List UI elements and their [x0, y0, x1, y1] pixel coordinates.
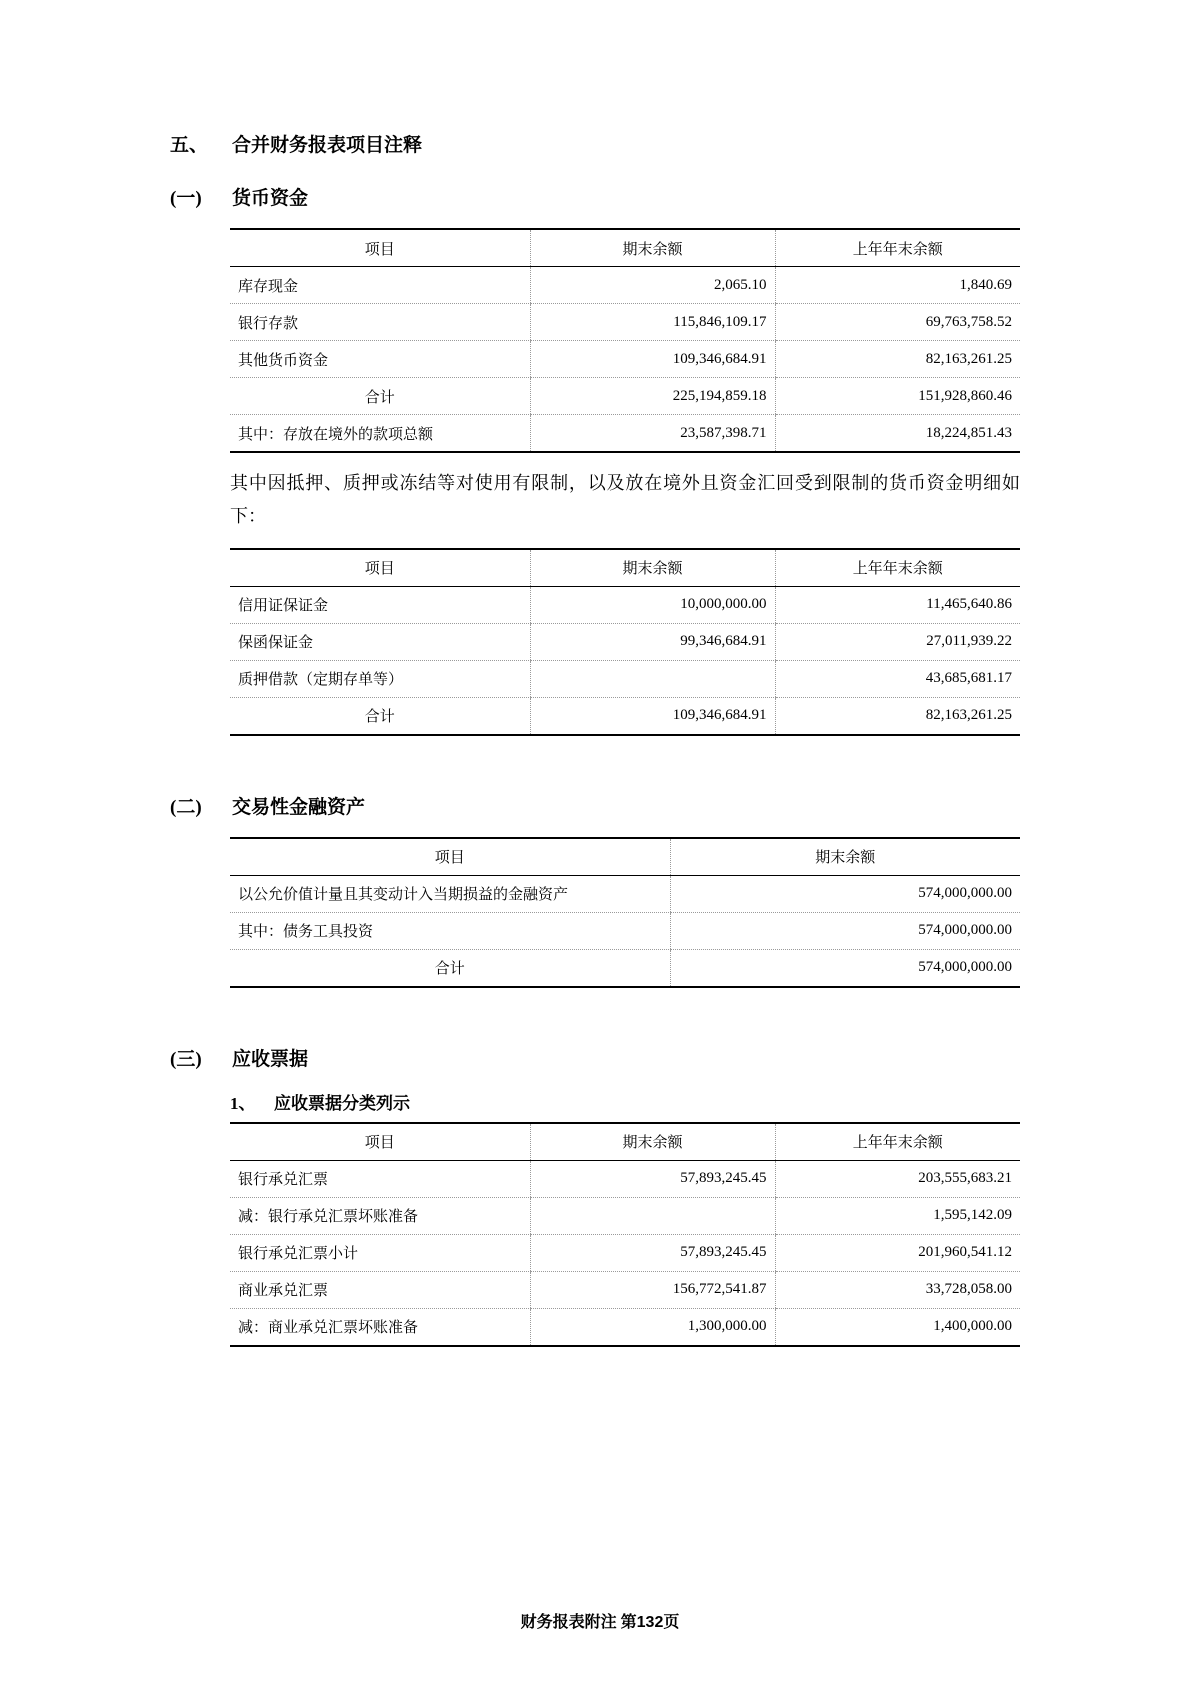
row-label: 商业承兑汇票 — [230, 1271, 530, 1308]
subsection-1-text: 货币资金 — [232, 188, 309, 209]
col-header-item: 项目 — [230, 838, 670, 876]
table-header-row — [230, 838, 1020, 876]
table-row — [230, 1234, 1020, 1271]
row-end-balance — [530, 660, 775, 697]
row-end-balance: 574,000,000.00 — [670, 949, 1020, 987]
section-heading-number: 五、 — [170, 135, 209, 156]
subsection-3-1-text: 应收票据分类列示 — [274, 1093, 410, 1113]
section-heading-text: 合并财务报表项目注释 — [232, 135, 423, 156]
table-row — [230, 1160, 1020, 1197]
col-header-end-balance: 期末余额 — [530, 229, 775, 267]
col-header-item: 项目 — [230, 1123, 530, 1161]
row-prev-balance: 201,960,541.12 — [775, 1234, 1020, 1271]
row-end-balance: 23,587,398.71 — [530, 415, 775, 453]
row-prev-balance: 11,465,640.86 — [775, 586, 1020, 623]
row-end-balance: 109,346,684.91 — [530, 341, 775, 378]
row-prev-balance: 1,840.69 — [775, 267, 1020, 304]
row-end-balance: 574,000,000.00 — [670, 912, 1020, 949]
row-label: 减：商业承兑汇票坏账准备 — [238, 1320, 419, 1337]
subsection-3-1-number: 1、 — [230, 1093, 256, 1113]
row-prev-balance: 18,224,851.43 — [775, 415, 1020, 453]
row-end-balance: 57,893,245.45 — [530, 1160, 775, 1197]
table-row-total — [230, 949, 1020, 987]
cash-table-wrapper — [230, 228, 1050, 453]
row-label: 合计 — [364, 709, 395, 726]
row-label: 质押借款（定期存单等） — [230, 660, 530, 697]
table-row — [230, 415, 1020, 453]
subsection-heading-1 — [170, 183, 1050, 210]
row-label: 减：银行承兑汇票坏账准备 — [230, 1197, 530, 1234]
fvtpl-table-wrapper — [230, 837, 1050, 988]
row-prev-balance: 33,728,058.00 — [775, 1271, 1020, 1308]
row-label: 银行承兑汇票小计 — [230, 1234, 530, 1271]
row-end-balance: 115,846,109.17 — [530, 304, 775, 341]
row-end-balance: 574,000,000.00 — [670, 875, 1020, 912]
subsection-heading-3-1 — [230, 1089, 1050, 1114]
row-end-balance: 2,065.10 — [530, 267, 775, 304]
row-end-balance: 57,893,245.45 — [530, 1234, 775, 1271]
table-row — [230, 912, 1020, 949]
col-header-end-balance: 期末余额 — [670, 838, 1020, 876]
cash-table — [230, 228, 1020, 453]
table-row — [230, 267, 1020, 304]
subsection-2-text: 交易性金融资产 — [232, 796, 366, 818]
table-row — [230, 623, 1020, 660]
section-heading — [170, 130, 1050, 157]
table-row — [230, 1308, 1020, 1346]
row-prev-balance: 27,011,939.22 — [775, 623, 1020, 660]
col-header-end-balance: 期末余额 — [530, 1123, 775, 1161]
row-label: 银行承兑汇票 — [230, 1160, 530, 1197]
row-prev-balance: 69,763,758.52 — [775, 304, 1020, 341]
row-end-balance: 99,346,684.91 — [530, 623, 775, 660]
table-row-total — [230, 378, 1020, 415]
row-prev-balance: 1,595,142.09 — [775, 1197, 1020, 1234]
row-prev-balance: 203,555,683.21 — [775, 1160, 1020, 1197]
table-row — [230, 660, 1020, 697]
subsection-3-text: 应收票据 — [232, 1048, 309, 1070]
row-prev-balance: 43,685,681.17 — [775, 660, 1020, 697]
table-row — [230, 875, 1020, 912]
row-label: 合计 — [434, 961, 465, 978]
subsection-2-number: (二) — [170, 796, 202, 818]
table-header-row — [230, 1123, 1020, 1161]
row-end-balance: 10,000,000.00 — [530, 586, 775, 623]
restricted-cash-table — [230, 548, 1020, 736]
table-header-row — [230, 549, 1020, 587]
subsection-1-number: (一) — [170, 188, 202, 209]
footer-page-number: 第132页 — [620, 1614, 680, 1631]
col-header-item: 项目 — [230, 549, 530, 587]
notes-receivable-table-wrapper — [230, 1122, 1050, 1347]
subsection-heading-2 — [170, 792, 1050, 819]
row-prev-balance: 1,400,000.00 — [775, 1308, 1020, 1346]
col-header-item: 项目 — [230, 229, 530, 267]
table-row — [230, 304, 1020, 341]
row-prev-balance: 82,163,261.25 — [775, 697, 1020, 735]
row-end-balance: 156,772,541.87 — [530, 1271, 775, 1308]
notes-receivable-table — [230, 1122, 1020, 1347]
table-row — [230, 1197, 1020, 1234]
row-label: 信用证保证金 — [230, 586, 530, 623]
spacer — [150, 988, 1050, 1044]
subsection-heading-3 — [170, 1044, 1050, 1071]
col-header-prev-balance: 上年年末余额 — [775, 1123, 1020, 1161]
row-label: 保函保证金 — [230, 623, 530, 660]
table-row — [230, 341, 1020, 378]
table-row — [230, 1271, 1020, 1308]
fvtpl-table — [230, 837, 1020, 988]
row-label: 其中：存放在境外的款项总额 — [238, 426, 434, 443]
restricted-cash-paragraph: 其中因抵押、质押或冻结等对使用有限制，以及放在境外且资金汇回受到限制的货币资金明细如下： — [230, 473, 1020, 527]
row-prev-balance: 151,928,860.46 — [775, 378, 1020, 415]
footer-label: 财务报表附注 — [520, 1614, 617, 1631]
row-end-balance: 225,194,859.18 — [530, 378, 775, 415]
row-label: 其他货币资金 — [230, 341, 530, 378]
table-header-row — [230, 229, 1020, 267]
row-prev-balance: 82,163,261.25 — [775, 341, 1020, 378]
row-label: 银行存款 — [230, 304, 530, 341]
col-header-prev-balance: 上年年末余额 — [775, 549, 1020, 587]
row-end-balance: 1,300,000.00 — [530, 1308, 775, 1346]
spacer — [150, 736, 1050, 792]
row-label: 合计 — [230, 378, 530, 415]
table-row — [230, 586, 1020, 623]
restricted-cash-table-wrapper — [230, 548, 1050, 736]
table-row-total — [230, 697, 1020, 735]
row-label: 其中：债务工具投资 — [230, 912, 670, 949]
row-label: 以公允价值计量且其变动计入当期损益的金融资产 — [230, 875, 670, 912]
col-header-end-balance: 期末余额 — [530, 549, 775, 587]
row-label: 库存现金 — [230, 267, 530, 304]
page-footer — [0, 1609, 1200, 1632]
row-end-balance — [530, 1197, 775, 1234]
subsection-3-number: (三) — [170, 1048, 202, 1070]
row-end-balance: 109,346,684.91 — [530, 697, 775, 735]
col-header-prev-balance: 上年年末余额 — [775, 229, 1020, 267]
